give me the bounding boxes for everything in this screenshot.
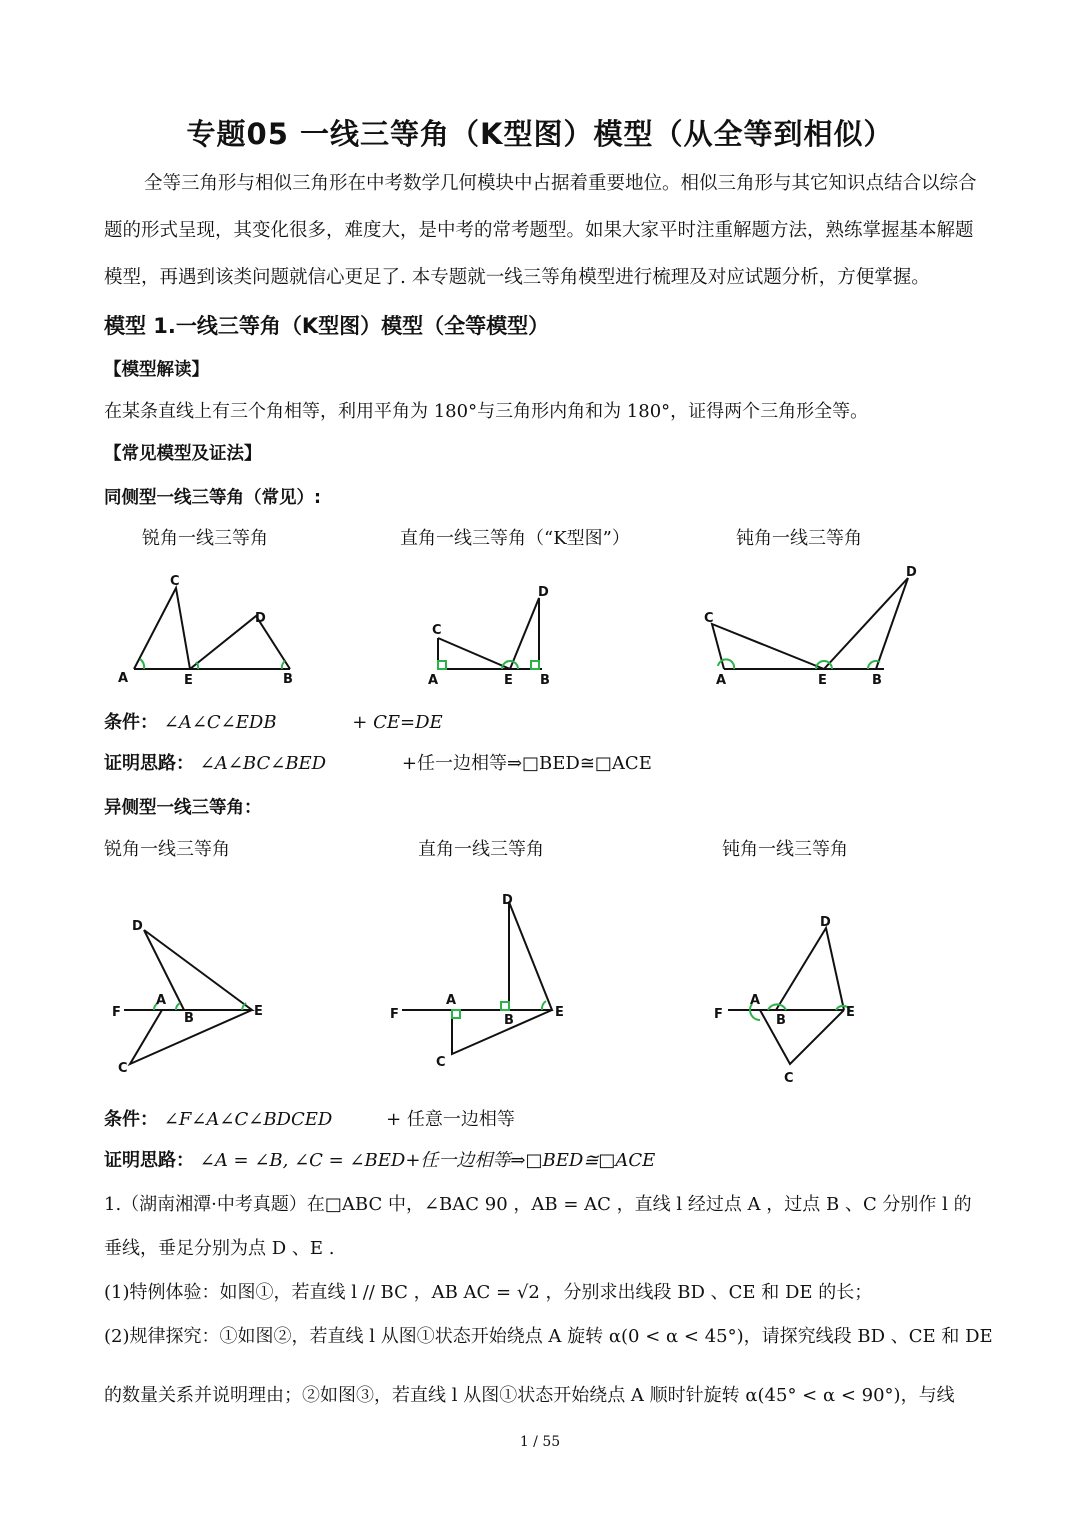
proof1-label: 证明思路： bbox=[104, 753, 194, 774]
fig3-label-e: E bbox=[818, 673, 827, 688]
fig6-label-a: A bbox=[750, 993, 761, 1008]
condition2-label: 条件： bbox=[104, 1109, 158, 1130]
proof2-line bbox=[104, 1146, 655, 1172]
same-side-heading: 同侧型一线三等角（常见）: bbox=[104, 488, 321, 508]
fig2-label-e: E bbox=[504, 673, 513, 688]
fig2-label-a: A bbox=[428, 673, 439, 688]
proof1-line bbox=[104, 749, 652, 775]
fig5-label-a: A bbox=[446, 993, 457, 1008]
fig4-label-f: F bbox=[112, 1005, 121, 1020]
condition2-line bbox=[104, 1105, 515, 1131]
fig1-label-b: B bbox=[283, 672, 293, 687]
proof1-rest: +任一边相等⇒□BED≅□ACE bbox=[401, 753, 652, 774]
fig3-label-a: A bbox=[716, 673, 727, 688]
figure-acute-diff bbox=[124, 930, 252, 1064]
condition2-math: ∠F∠A∠C∠BDCED bbox=[163, 1109, 333, 1130]
condition1-label: 条件： bbox=[104, 712, 158, 733]
caption-right-diff: 直角一线三等角 bbox=[418, 839, 544, 860]
fig1-label-d: D bbox=[255, 611, 266, 626]
fig6-label-d: D bbox=[820, 915, 831, 930]
fig4-label-c: C bbox=[118, 1061, 128, 1076]
fig5-label-d: D bbox=[502, 893, 513, 908]
page-title: 专题05 一线三等角（K型图）模型（从全等到相似） bbox=[186, 117, 894, 151]
fig4-label-e: E bbox=[254, 1004, 263, 1019]
same-side-figures bbox=[100, 560, 1020, 700]
fig6-label-f: F bbox=[714, 1007, 723, 1022]
fig4-label-b: B bbox=[184, 1011, 194, 1026]
problem-line-5: 的数量关系并说明理由；②如图③，若直线 l 从图①状态开始绕点 A 顺时针旋转 α(45° < α < 90°)，与线 bbox=[104, 1385, 955, 1406]
fig6-label-c: C bbox=[784, 1071, 794, 1086]
condition1-math: ∠A∠C∠EDB bbox=[163, 712, 277, 733]
fig4-label-a: A bbox=[156, 993, 167, 1008]
fig5-label-f: F bbox=[390, 1007, 399, 1022]
fig1-label-e: E bbox=[184, 673, 193, 688]
fig5-label-b: B bbox=[504, 1013, 514, 1028]
condition2-rest: + 任意一边相等 bbox=[386, 1109, 515, 1130]
fig5-label-e: E bbox=[555, 1005, 564, 1020]
proof2-math: ∠A = ∠B, ∠C = ∠BED+任一边相等⇒□BED≅□ACE bbox=[199, 1150, 656, 1171]
fig6-label-b: B bbox=[776, 1013, 786, 1028]
problem-line-3: (1)特例体验：如图①，若直线 l // BC ，AB AC = √2 ，分别求出线段 BD 、CE 和 DE 的长； bbox=[104, 1282, 873, 1303]
problem-line-2: 垂线，垂足分别为点 D 、E . bbox=[104, 1238, 335, 1259]
model-reading-heading: 【模型解读】 bbox=[104, 360, 209, 380]
fig1-label-c: C bbox=[170, 574, 180, 589]
figure-acute-same bbox=[134, 588, 290, 669]
caption-right-same: 直角一线三等角（“K型图”） bbox=[400, 528, 630, 549]
fig2-label-d: D bbox=[538, 585, 549, 600]
figure-obtuse-diff bbox=[728, 928, 850, 1064]
model1-heading: 模型 1.一线三等角（K型图）模型（全等模型） bbox=[104, 314, 550, 338]
fig3-label-c: C bbox=[704, 611, 714, 626]
caption-obtuse-diff: 钝角一线三等角 bbox=[722, 839, 848, 860]
model-reading-text: 在某条直线上有三个角相等，利用平角为 180°与三角形内角和为 180°，证得两个三角形全等。 bbox=[104, 401, 869, 422]
fig4-label-d: D bbox=[132, 919, 143, 934]
fig6-label-e: E bbox=[846, 1005, 855, 1020]
diff-side-heading: 异侧型一线三等角： bbox=[104, 798, 262, 818]
fig3-label-d: D bbox=[906, 565, 917, 580]
fig2-label-b: B bbox=[540, 673, 550, 688]
caption-acute-diff: 锐角一线三等角 bbox=[104, 839, 230, 860]
fig2-label-c: C bbox=[432, 623, 442, 638]
caption-acute-same: 锐角一线三等角 bbox=[142, 528, 268, 549]
problem-line-4: (2)规律探究：①如图②，若直线 l 从图①状态开始绕点 A 旋转 α(0 < α < 45°)，请探究线段 BD 、CE 和 DE bbox=[104, 1326, 993, 1347]
proof1-math: ∠A∠BC∠BED bbox=[199, 753, 327, 774]
condition1-rest: + CE=DE bbox=[352, 712, 443, 733]
fig3-label-b: B bbox=[872, 673, 882, 688]
caption-obtuse-same: 钝角一线三等角 bbox=[736, 528, 862, 549]
problem-line-1: 1.（湖南湘潭·中考真题）在□ABC 中，∠BAC 90 ，AB = AC ，直线 l 经过点 A ，过点 B 、C 分别作 l 的 bbox=[104, 1194, 972, 1215]
figure-right-diff bbox=[402, 902, 552, 1054]
common-models-heading: 【常见模型及证法】 bbox=[104, 444, 262, 464]
fig5-label-c: C bbox=[436, 1055, 446, 1070]
condition1-line bbox=[104, 708, 443, 734]
intro-paragraph: 全等三角形与相似三角形在中考数学几何模块中占据着重要地位。相似三角形与其它知识点结合以综合题的形式呈现，其变化很多，难度大，是中考的常考题型。如果大家平时注重解题方法，熟练掌握基本解题模型，再遇到该类问题就信心更足了. 本专题就一线三等角模型进行梳理及对应试题分析，方便掌握。 bbox=[104, 173, 977, 288]
fig1-label-a: A bbox=[118, 671, 129, 686]
proof2-label: 证明思路： bbox=[104, 1150, 194, 1171]
page-number: 1 / 55 bbox=[519, 1434, 561, 1450]
figure-right-same bbox=[438, 598, 542, 669]
diff-side-figures bbox=[100, 888, 1020, 1088]
figure-obtuse-same bbox=[712, 578, 908, 669]
